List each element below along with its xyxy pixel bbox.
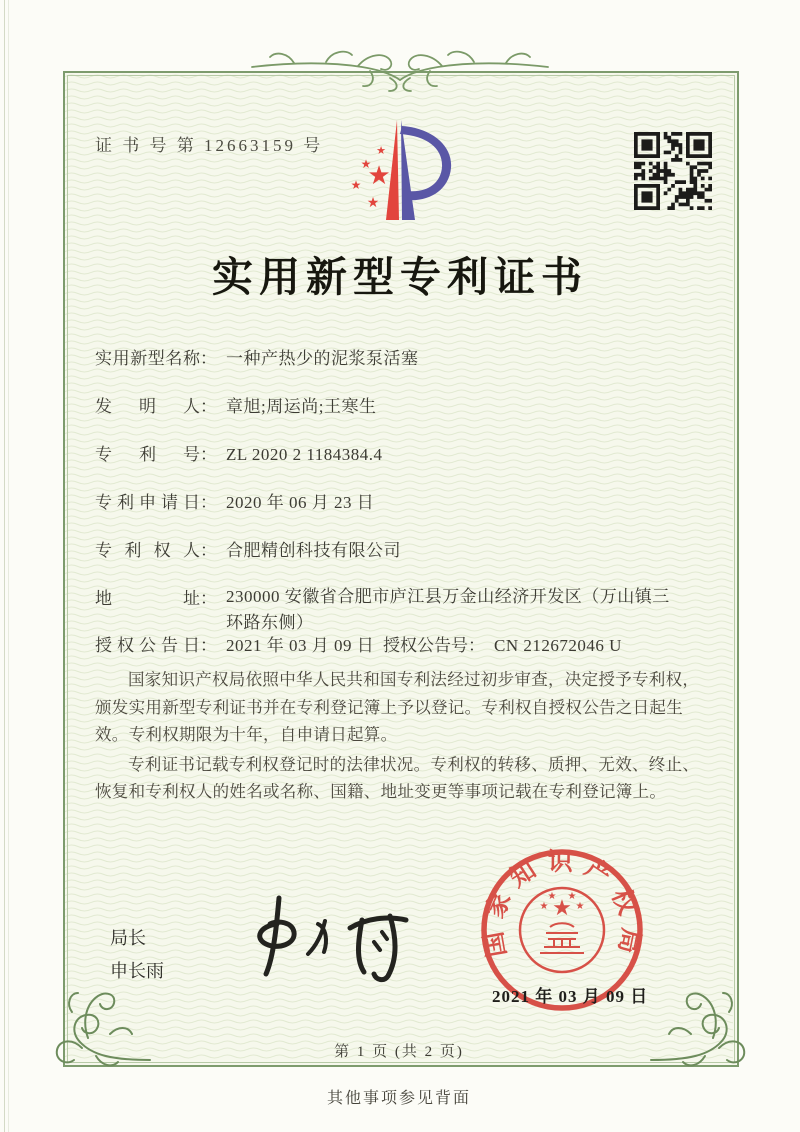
field-value: 合肥精创科技有限公司 [226,541,401,560]
legal-paragraph: 国家知识产权局依照中华人民共和国专利法经过初步审查，决定授予专利权，颁发实用新型专利证书并在专利登记簿上予以登记。专利权自授权公告之日起生效。专利权期限为十年，自申请日起算。 [95,670,700,744]
field-value: 2021 年 03 月 09 日 [226,636,375,655]
svg-text:★: ★ [367,161,391,191]
field-row-patentee [95,536,401,561]
svg-text:★: ★ [366,195,380,211]
legal-text-block [95,666,709,808]
field-label: 授权公告日 [95,636,200,655]
field-value: 章旭;周运尚;王寒生 [226,397,377,416]
svg-text:★: ★ [360,157,372,171]
page-title: 实用新型专利证书 [212,254,588,300]
field-value: ZL 2020 2 1184384.4 [226,445,383,464]
back-note: 其他事项参见背面 [326,1090,471,1107]
corner-flourish-icon [646,986,751,1078]
cnipa-patent-logo-icon [336,114,468,234]
scan-edge-line [4,0,5,1132]
legal-paragraph: 专利证书记载专利权登记时的法律状况。专利权的转移、质押、无效、终止、恢复和专利权人的姓名或名称、国籍、地址变更等事项记载在专利登记簿上。 [95,754,700,801]
svg-text:★: ★ [350,178,362,192]
field-row-name [95,344,419,369]
signer-name: 申长雨 [110,961,164,981]
signer-title: 局长 [110,928,146,948]
field-value: 230000 安徽省合肥市庐江县万金山经济开发区（万山镇三环路东侧） [226,587,670,632]
label-colon: ： [200,349,217,368]
label-colon: ： [468,636,485,655]
field-label: 发 明 人 [95,397,200,416]
label-colon: ： [200,445,217,464]
field-row-patent-number [95,440,383,465]
svg-text:★: ★ [567,891,577,902]
certificate-number: 证 书 号 第 12663159 号 [95,136,324,155]
field-label: 专 利 权 人 [95,541,200,560]
field-value: 一种产热少的泥浆泵活塞 [226,349,419,368]
qr-code-icon [634,132,712,210]
scan-edge-line [8,0,9,1132]
svg-text:★: ★ [552,896,572,921]
field-label: 专 利 号 [95,445,200,464]
seal-date: 2021 年 03 月 09 日 [492,987,649,1006]
field-row-address [95,584,678,636]
field-label: 实用新型名称 [95,349,200,368]
national-emblem-icon [520,888,604,972]
field-row-grant [95,631,710,656]
field-label: 专利申请日 [95,493,200,512]
svg-text:★: ★ [547,891,557,902]
field-value: CN 212672046 U [494,636,622,655]
svg-text:★: ★ [539,901,549,912]
page-number: 第 1 页 (共 2 页) [334,1044,464,1060]
svg-text:★: ★ [575,901,585,912]
field-label: 地 址 [95,589,200,608]
label-colon: ： [200,493,217,512]
shen-changyu-signature-icon [222,886,420,986]
field-row-filing-date [95,488,374,513]
field-value: 2020 年 06 月 23 日 [226,493,375,512]
signer-block [110,922,164,988]
label-colon: ： [200,589,217,608]
label-colon: ： [200,541,217,560]
field-label: 授权公告号 [383,636,468,655]
seal-text: 国家知识产权局 [479,848,645,961]
label-colon: ： [200,636,217,655]
svg-text:★: ★ [376,144,386,157]
top-garland-ornament-icon [250,41,550,93]
field-row-inventors [95,392,376,417]
corner-flourish-icon [50,986,155,1078]
label-colon: ： [200,397,217,416]
